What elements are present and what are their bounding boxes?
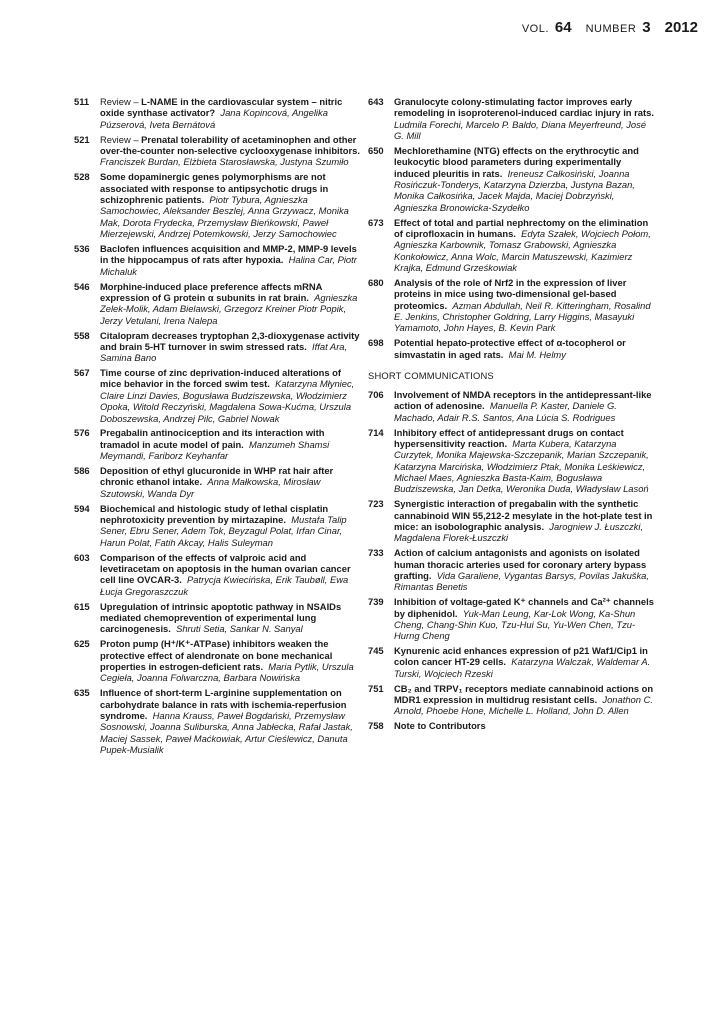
article-title: Proton pump (H⁺/K⁺-ATPase) inhibitors weaken the protective effect of alendronate on bone mechanical properties in estrogen-deficient rats. (100, 638, 333, 672)
toc-entry (368, 596, 658, 641)
article-authors: Hanna Krauss, Paweł Bogdański, Przemysław Sosnowski, Joanna Suliburska, Anna Jabłecka, Rafał Jastak, Maciej Sassek, Paweł Maćkowiak, Artur Cieślewicz, Danuta Pupek-Musialik (100, 709, 353, 755)
page-number: 603 (74, 551, 90, 563)
article-authors: Edyta Szałek, Wojciech Połom, Agnieszka Karbownik, Tomasz Grabowski, Agnieszka Konkołowicz, Anna Wolc, Marcin Matuszewski, Kazimierz Krajka, Edmund Grześkowiak (394, 227, 651, 273)
article-title: Analysis of the role of Nrf2 in the expression of liver proteins in mice using two-dimensional gel-based proteomics. (394, 276, 627, 311)
toc-entry (74, 281, 364, 326)
toc-entry (74, 134, 364, 168)
entry-text (394, 277, 658, 334)
entry-text (394, 596, 658, 641)
article-authors: Anna Małkowska, Mirosław Szutowski, Wanda Dyr (100, 476, 321, 499)
entry-text (394, 720, 658, 731)
article-authors: Franciszek Burdan, Elżbieta Starosławska, Justyna Szumiło (100, 156, 349, 168)
article-title: Granulocyte colony-stimulating factor improves early remodeling in isoproterenol-induced cardiac injury in rats. (394, 96, 654, 119)
article-authors: Piotr Tybura, Agnieszka Samochowiec, Aleksander Beszlej, Anna Grzywacz, Monika Mak, Dorota Frydecka, Przemysław Bieńkowski, Paweł Mierzejewski, Andrzej Potemkowski, Jerzy Samochowiec (100, 193, 349, 239)
page-number: 739 (368, 596, 384, 608)
page-number: 673 (368, 216, 384, 228)
toc-entry (368, 720, 658, 731)
article-authors: Iffat Ara, Samina Bano (100, 340, 348, 364)
toc-entry (74, 171, 364, 239)
entry-text (100, 638, 364, 683)
entry-text (394, 645, 658, 679)
page-number: 558 (74, 329, 90, 341)
page-number: 586 (74, 465, 90, 477)
page-number: 536 (74, 242, 90, 254)
page-number: 625 (74, 638, 90, 650)
article-title: Kynurenic acid enhances expression of p21 Waf1/Cip1 in colon cancer HT-29 cells. (394, 645, 648, 668)
entry-text (394, 217, 658, 274)
page-number: 714 (368, 426, 384, 438)
entry-text (100, 687, 364, 755)
entry-text (100, 427, 364, 461)
entry-text (394, 389, 658, 423)
entry-text (394, 547, 658, 592)
toc-entry (74, 330, 364, 364)
article-authors: Mustafa Talip Sener, Ebru Sener, Adem Tok, Beyzagul Polat, Irfan Cinar, Harun Polat, Fatih Akcay, Halis Suleyman (100, 514, 347, 548)
toc-entry (368, 645, 658, 679)
article-title: Note to Contributors (394, 720, 486, 732)
article-title: Influence of short-term L-arginine supplementation on carbohydrate balance in rats with ischemia-reperfusion syndrome. (100, 687, 347, 721)
article-title: L-NAME in the cardiovascular system – nitric oxide synthase activator? (100, 96, 343, 119)
page-number: 511 (74, 96, 90, 107)
article-authors: Manuella P. Kaster, Daniele G. Machado, Adair R.S. Santos, Ana Lúcia S. Rodrigues (394, 400, 617, 423)
entry-text (100, 330, 364, 364)
entry-text (394, 145, 658, 213)
article-authors: Yuk-Man Leung, Kar-Lok Wong, Ka-Shun Cheng, Chang-Shin Kuo, Tzu-Hui Su, Yu-Wen Chen, Tzu-Hurng Cheng (394, 607, 636, 642)
number-label: NUMBER (585, 23, 637, 35)
journal-header (522, 19, 698, 36)
regular-articles (368, 96, 658, 360)
article-title: Potential hepato-protective effect of α-tocopherol or simvastatin in aged rats. (394, 337, 626, 360)
page-number: 521 (74, 133, 90, 145)
toc-entry (368, 683, 658, 717)
page-number: 706 (368, 388, 384, 400)
short-communications-heading: SHORT COMMUNICATIONS (368, 369, 494, 381)
page-number: 650 (368, 144, 384, 156)
article-title: CB₂ and TRPV₁ receptors mediate cannabinoid actions on MDR1 expression in multidrug resistant cells. (394, 682, 654, 706)
entry-text (100, 503, 364, 548)
article-authors: Azman Abdullah, Neil R. Kitteringham, Rosalind E. Jenkins, Christopher Goldring, Larry Higgins, Masayuki Yamamoto, John Hayes, B. Kevin Park (394, 299, 651, 334)
page-number: 576 (74, 427, 90, 439)
page-number: 567 (74, 367, 90, 379)
toc-entry (368, 145, 658, 213)
page-number: 698 (368, 337, 384, 349)
article-title: Some dopaminergic genes polymorphisms are not associated with response to antipsychotic drugs in schizophrenic patients. (100, 171, 329, 205)
page-number: 615 (74, 600, 90, 612)
toc-entry (368, 96, 658, 141)
page-number: 733 (368, 547, 384, 559)
issue-year: 2012 (664, 19, 698, 36)
article-authors: Jarogniew J. Łuszczki, Magdalena Florek-Łuszczki (394, 520, 644, 544)
toc-entry (368, 498, 658, 543)
article-title: Upregulation of intrinsic apoptotic pathway in NSAIDs mediated chemoprevention of experimental lung carcinogenesis. (100, 600, 342, 635)
article-title: Inhibitory effect of antidepressant drugs on contact hypersensitivity reaction. (394, 426, 624, 449)
page-number: 680 (368, 276, 384, 288)
entry-text (100, 134, 364, 168)
entry-text (100, 601, 364, 635)
article-authors: Ludmila Forechi, Marcelo P. Baldo, Diana Meyerfreund, José G. Mill (394, 118, 647, 142)
entry-text (394, 96, 658, 141)
article-title: Citalopram decreases tryptophan 2,3-dioxygenase activity and brain 5-HT turnover in swim stressed rats. (100, 329, 360, 352)
toc-entry (74, 687, 364, 755)
toc-entry (74, 552, 364, 597)
entry-text (100, 171, 364, 239)
entry-text (100, 367, 364, 424)
page-number: 643 (368, 96, 384, 107)
article-title: Pregabalin antinociception and its interaction with tramadol in acute model of pain. (100, 427, 325, 450)
article-title: Inhibition of voltage-gated K⁺ channels and Ca²⁺ channels by diphenidol. (394, 596, 654, 619)
vol-number: 64 (554, 19, 572, 36)
article-authors: Patrycja Kwiecińska, Erik Taubøll, Ewa Łucja Gregoraszczuk (100, 574, 349, 597)
article-authors: Maria Pytlik, Urszula Cegieła, Joanna Folwarczna, Barbara Nowińska (100, 660, 354, 684)
toc-entry (74, 601, 364, 635)
page-number: 723 (368, 498, 384, 510)
toc-entry (368, 337, 658, 360)
article-title: Involvement of NMDA receptors in the antidepressant-like action of adenosine. (394, 388, 652, 412)
page-number: 758 (368, 720, 384, 732)
article-authors: Marta Kubera, Katarzyna Curzytek, Monika Majewska-Szczepanik, Marian Szczepanik, Katarzyna Marcińska, Włodzimierz Ptak, Monika Leśkiewicz, Michael Maes, Agnieszka Basta-Kaim, Bogusława Budziszewska, Jan Detka, Weronika Duda, Władysław Lasoń (394, 437, 649, 495)
page-number: 546 (74, 280, 90, 292)
toc-entry (74, 96, 364, 130)
contents-left-column (74, 96, 364, 759)
article-authors: Jana Kopincová, Angelika Púzserová, Iveta Bernátová (100, 107, 328, 130)
article-title: Mechlorethamine (NTG) effects on the erythrocytic and leukocytic blood parameters during experimentally induced pleuritis in rats. (394, 144, 639, 179)
entry-text (394, 683, 658, 717)
short-communications (368, 389, 658, 732)
toc-entry (74, 638, 364, 683)
entry-text (394, 498, 658, 543)
article-authors: Jonathon C. Arnold, Phoebe Hone, Michelle L. Holland, John D. Allen (394, 694, 653, 717)
toc-entry (74, 367, 364, 424)
article-authors: Halina Car, Piotr Michaluk (100, 254, 357, 277)
article-title: Time course of zinc deprivation-induced alterations of mice behavior in the forced swim test. (100, 367, 342, 390)
toc-entry (74, 465, 364, 499)
article-authors: Mai M. Helmy (508, 348, 566, 360)
entry-text (100, 465, 364, 499)
article-type: Review – (100, 96, 142, 107)
entry-text (394, 427, 658, 495)
article-title: Action of calcium antagonists and agonists on isolated human thoracic arteries used for coronary artery bypass grafting. (394, 547, 647, 581)
entry-text (100, 281, 364, 326)
article-type: Review – (100, 133, 142, 145)
article-title: Morphine-induced place preference affects mRNA expression of G protein α subunits in rat brain. (100, 280, 323, 303)
toc-entry (74, 427, 364, 461)
article-authors: Vida Garaliene, Vygantas Barsys, Povilas Jakuška, Rimantas Benetis (394, 569, 649, 593)
article-authors: Ireneusz Całkosiński, Joanna Rosińczuk-Tonderys, Katarzyna Dzierzba, Justyna Bazan, Monika Całkosińka, Jacek Majda, Maciej Dobrzyński, Agnieszka Bronowicka-Szydełko (394, 167, 635, 213)
toc-entry (74, 243, 364, 277)
vol-label: VOL. (521, 23, 549, 35)
page-number: 745 (368, 645, 384, 657)
page-number: 635 (74, 687, 90, 699)
article-title: Effect of total and partial nephrectomy on the elimination of ciprofloxacin in humans. (394, 216, 649, 239)
issue-number: 3 (642, 19, 651, 36)
article-title: Baclofen influences acquisition and MMP-2, MMP-9 levels in the hippocampus of rats after hypoxia. (100, 242, 357, 266)
entry-text (100, 552, 364, 597)
article-authors: Katarzyna Walczak, Waldemar A. Turski, Wojciech Rzeski (394, 656, 651, 679)
article-title: Deposition of ethyl glucuronide in WHP rat hair after chronic ethanol intake. (100, 465, 334, 488)
page-number: 751 (368, 682, 384, 694)
article-title: Comparison of the effects of valproic acid and levetiracetam on apoptosis in the human ovarian cancer cell line OVCAR-3. (100, 551, 351, 586)
toc-entry (368, 427, 658, 495)
toc-entry (368, 277, 658, 334)
entry-text (100, 243, 364, 277)
article-authors: Shruti Setia, Sankar N. Sanyal (176, 623, 303, 635)
page-number: 594 (74, 502, 90, 514)
article-authors: Agnieszka Zelek-Molik, Adam Bielawski, Grzegorz Kreiner Piotr Popik, Jerzy Vetulani, Irena Nalepa (100, 291, 358, 326)
article-title: Synergistic interaction of pregabalin with the synthetic cannabinoid WIN 55,212-2 mesylate in the hot-plate test in mice: an isobolographic analysis. (394, 498, 653, 532)
article-title: Biochemical and histologic study of lethal cisplatin nephrotoxicity prevention by mirtazapine. (100, 502, 329, 526)
article-title: Prenatal tolerability of acetaminophen and other over-the-counter non-selective cyclooxygenase inhibitors. (100, 133, 360, 156)
toc-entry (368, 217, 658, 274)
article-authors: Manzumeh Shamsi Meymandi, Fariborz Keyhanfar (100, 438, 330, 462)
page-number: 528 (74, 171, 90, 183)
entry-text (394, 337, 658, 360)
entry-text (100, 96, 364, 130)
toc-entry (368, 389, 658, 423)
article-authors: Katarzyna Młyniec, Claire Linzi Davies, Bogusława Budziszewska, Włodzimierz Opoka, Witold Reczyński, Magdalena Sowa-Kućma, Urszula Doboszewska, Andrzej Pilc, Gabriel Nowak (100, 378, 355, 424)
toc-entry (368, 547, 658, 592)
contents-right-column (368, 96, 658, 735)
toc-entry (74, 503, 364, 548)
